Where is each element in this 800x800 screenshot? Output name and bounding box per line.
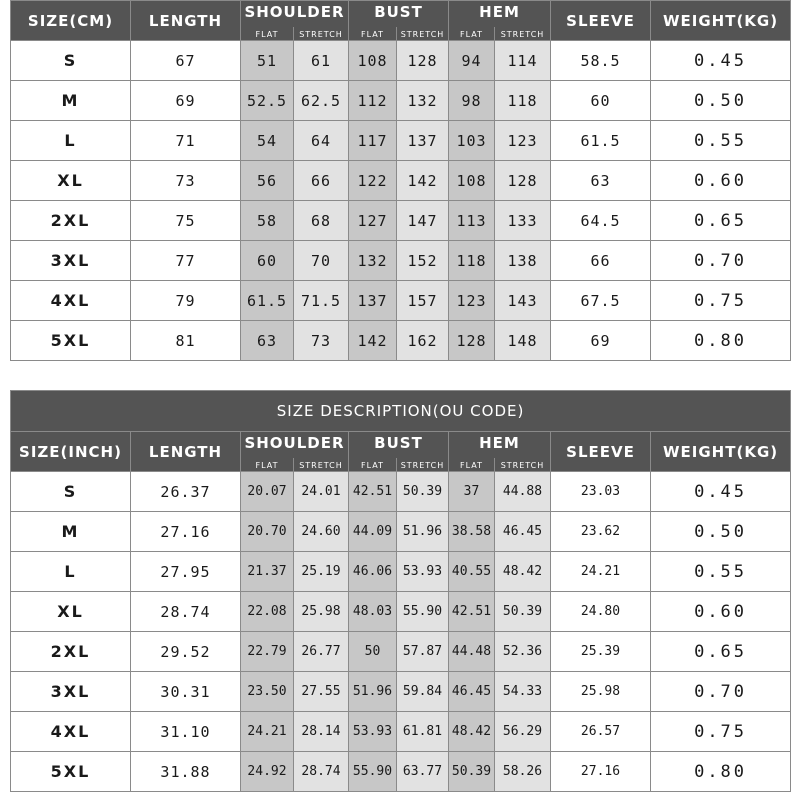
cell-length: 75 bbox=[131, 201, 241, 241]
cell-bust-flat: 117 bbox=[349, 121, 397, 161]
cell-hem-flat: 108 bbox=[449, 161, 495, 201]
header-sleeve: SLEEVE bbox=[551, 1, 651, 41]
cell-hem-stretch: 48.42 bbox=[495, 552, 551, 592]
cell-shoulder-flat: 20.07 bbox=[241, 472, 294, 512]
cell-shoulder-stretch: 66 bbox=[294, 161, 349, 201]
cell-hem-flat: 128 bbox=[449, 321, 495, 361]
cell-hem-flat: 98 bbox=[449, 81, 495, 121]
cell-weight: 0.80 bbox=[651, 321, 791, 361]
cell-sleeve: 23.03 bbox=[551, 472, 651, 512]
table-body-cm bbox=[11, 41, 791, 361]
cell-bust-stretch: 162 bbox=[397, 321, 449, 361]
size-table-inch bbox=[10, 390, 791, 792]
cell-hem-stretch: 54.33 bbox=[495, 672, 551, 712]
cell-length: 31.10 bbox=[131, 712, 241, 752]
cell-bust-flat: 53.93 bbox=[349, 712, 397, 752]
cell-sleeve: 63 bbox=[551, 161, 651, 201]
table-row bbox=[11, 241, 791, 281]
table-row bbox=[11, 552, 791, 592]
cell-shoulder-flat: 60 bbox=[241, 241, 294, 281]
cell-size: XL bbox=[11, 592, 131, 632]
cell-size: 5XL bbox=[11, 752, 131, 792]
cell-bust-stretch: 63.77 bbox=[397, 752, 449, 792]
cell-shoulder-flat: 24.92 bbox=[241, 752, 294, 792]
cell-shoulder-flat: 23.50 bbox=[241, 672, 294, 712]
cell-length: 77 bbox=[131, 241, 241, 281]
cell-shoulder-flat: 63 bbox=[241, 321, 294, 361]
cell-hem-stretch: 123 bbox=[495, 121, 551, 161]
table-row bbox=[11, 161, 791, 201]
subheader-flat: FLAT bbox=[349, 458, 397, 472]
cell-size: XL bbox=[11, 161, 131, 201]
cell-shoulder-stretch: 27.55 bbox=[294, 672, 349, 712]
cell-sleeve: 66 bbox=[551, 241, 651, 281]
cell-weight: 0.45 bbox=[651, 472, 791, 512]
cell-shoulder-stretch: 61 bbox=[294, 41, 349, 81]
cell-bust-flat: 50 bbox=[349, 632, 397, 672]
header-weight: WEIGHT(KG) bbox=[651, 1, 791, 41]
cell-bust-stretch: 51.96 bbox=[397, 512, 449, 552]
cell-hem-flat: 123 bbox=[449, 281, 495, 321]
subheader-flat: FLAT bbox=[449, 458, 495, 472]
cell-sleeve: 25.39 bbox=[551, 632, 651, 672]
cell-bust-flat: 46.06 bbox=[349, 552, 397, 592]
cell-length: 67 bbox=[131, 41, 241, 81]
cell-sleeve: 60 bbox=[551, 81, 651, 121]
cell-bust-flat: 122 bbox=[349, 161, 397, 201]
header-weight: WEIGHT(KG) bbox=[651, 432, 791, 472]
cell-hem-flat: 46.45 bbox=[449, 672, 495, 712]
cell-shoulder-stretch: 64 bbox=[294, 121, 349, 161]
cell-bust-flat: 51.96 bbox=[349, 672, 397, 712]
subheader-stretch: STRETCH bbox=[397, 27, 449, 41]
cell-weight: 0.55 bbox=[651, 121, 791, 161]
cell-shoulder-stretch: 26.77 bbox=[294, 632, 349, 672]
cell-hem-stretch: 46.45 bbox=[495, 512, 551, 552]
table-row bbox=[11, 121, 791, 161]
cell-hem-stretch: 50.39 bbox=[495, 592, 551, 632]
cell-weight: 0.60 bbox=[651, 592, 791, 632]
cell-sleeve: 67.5 bbox=[551, 281, 651, 321]
cell-length: 29.52 bbox=[131, 632, 241, 672]
cell-shoulder-stretch: 68 bbox=[294, 201, 349, 241]
cell-shoulder-stretch: 71.5 bbox=[294, 281, 349, 321]
cell-sleeve: 23.62 bbox=[551, 512, 651, 552]
cell-hem-stretch: 52.36 bbox=[495, 632, 551, 672]
cell-hem-flat: 50.39 bbox=[449, 752, 495, 792]
header-sleeve: SLEEVE bbox=[551, 432, 651, 472]
cell-shoulder-stretch: 70 bbox=[294, 241, 349, 281]
subheader-flat: FLAT bbox=[349, 27, 397, 41]
cell-shoulder-stretch: 25.98 bbox=[294, 592, 349, 632]
header-size: SIZE(INCH) bbox=[11, 432, 131, 472]
header-size: SIZE(CM) bbox=[11, 1, 131, 41]
cell-size: 3XL bbox=[11, 672, 131, 712]
cell-sleeve: 58.5 bbox=[551, 41, 651, 81]
cell-bust-stretch: 57.87 bbox=[397, 632, 449, 672]
cell-size: 5XL bbox=[11, 321, 131, 361]
cell-shoulder-flat: 58 bbox=[241, 201, 294, 241]
cell-hem-stretch: 148 bbox=[495, 321, 551, 361]
cell-shoulder-flat: 56 bbox=[241, 161, 294, 201]
cell-hem-flat: 38.58 bbox=[449, 512, 495, 552]
table-row bbox=[11, 592, 791, 632]
cell-bust-stretch: 55.90 bbox=[397, 592, 449, 632]
cell-hem-stretch: 58.26 bbox=[495, 752, 551, 792]
cell-shoulder-flat: 52.5 bbox=[241, 81, 294, 121]
cell-bust-flat: 127 bbox=[349, 201, 397, 241]
cell-bust-flat: 137 bbox=[349, 281, 397, 321]
cell-shoulder-stretch: 28.14 bbox=[294, 712, 349, 752]
cell-bust-flat: 142 bbox=[349, 321, 397, 361]
cell-size: S bbox=[11, 41, 131, 81]
cell-bust-stretch: 142 bbox=[397, 161, 449, 201]
cell-bust-stretch: 50.39 bbox=[397, 472, 449, 512]
cell-sleeve: 27.16 bbox=[551, 752, 651, 792]
cell-shoulder-flat: 21.37 bbox=[241, 552, 294, 592]
table-row bbox=[11, 472, 791, 512]
cell-size: L bbox=[11, 552, 131, 592]
cell-weight: 0.55 bbox=[651, 552, 791, 592]
cell-hem-flat: 40.55 bbox=[449, 552, 495, 592]
cell-bust-stretch: 147 bbox=[397, 201, 449, 241]
cell-weight: 0.75 bbox=[651, 712, 791, 752]
cell-size: 4XL bbox=[11, 281, 131, 321]
cell-sleeve: 24.80 bbox=[551, 592, 651, 632]
cell-bust-stretch: 132 bbox=[397, 81, 449, 121]
cell-shoulder-flat: 61.5 bbox=[241, 281, 294, 321]
cell-hem-stretch: 114 bbox=[495, 41, 551, 81]
cell-bust-flat: 44.09 bbox=[349, 512, 397, 552]
cell-bust-stretch: 53.93 bbox=[397, 552, 449, 592]
cell-shoulder-stretch: 24.60 bbox=[294, 512, 349, 552]
cell-weight: 0.80 bbox=[651, 752, 791, 792]
cell-shoulder-flat: 51 bbox=[241, 41, 294, 81]
cell-shoulder-flat: 24.21 bbox=[241, 712, 294, 752]
subheader-stretch: STRETCH bbox=[397, 458, 449, 472]
cell-hem-flat: 94 bbox=[449, 41, 495, 81]
cell-sleeve: 24.21 bbox=[551, 552, 651, 592]
cell-size: S bbox=[11, 472, 131, 512]
cell-size: 4XL bbox=[11, 712, 131, 752]
cell-size: 2XL bbox=[11, 632, 131, 672]
header-bust: BUST bbox=[349, 1, 449, 27]
subheader-stretch: STRETCH bbox=[294, 27, 349, 41]
header-bust: BUST bbox=[349, 432, 449, 458]
cell-hem-flat: 37 bbox=[449, 472, 495, 512]
cell-length: 27.95 bbox=[131, 552, 241, 592]
cell-hem-flat: 42.51 bbox=[449, 592, 495, 632]
cell-length: 73 bbox=[131, 161, 241, 201]
cell-size: 3XL bbox=[11, 241, 131, 281]
cell-shoulder-flat: 22.79 bbox=[241, 632, 294, 672]
cell-hem-stretch: 143 bbox=[495, 281, 551, 321]
cell-sleeve: 64.5 bbox=[551, 201, 651, 241]
table-row bbox=[11, 41, 791, 81]
header-hem: HEM bbox=[449, 432, 551, 458]
cell-size: 2XL bbox=[11, 201, 131, 241]
cell-hem-flat: 103 bbox=[449, 121, 495, 161]
cell-hem-stretch: 44.88 bbox=[495, 472, 551, 512]
cell-hem-stretch: 118 bbox=[495, 81, 551, 121]
cell-bust-flat: 48.03 bbox=[349, 592, 397, 632]
subheader-flat: FLAT bbox=[241, 458, 294, 472]
cell-sleeve: 26.57 bbox=[551, 712, 651, 752]
table-body-inch bbox=[11, 472, 791, 792]
table-row bbox=[11, 712, 791, 752]
table-row bbox=[11, 512, 791, 552]
cell-weight: 0.75 bbox=[651, 281, 791, 321]
cell-sleeve: 25.98 bbox=[551, 672, 651, 712]
table-row bbox=[11, 672, 791, 712]
cell-length: 27.16 bbox=[131, 512, 241, 552]
cell-shoulder-stretch: 62.5 bbox=[294, 81, 349, 121]
cell-hem-flat: 118 bbox=[449, 241, 495, 281]
cell-weight: 0.65 bbox=[651, 632, 791, 672]
header-hem: HEM bbox=[449, 1, 551, 27]
subheader-stretch: STRETCH bbox=[495, 458, 551, 472]
table-row bbox=[11, 752, 791, 792]
header-length: LENGTH bbox=[131, 432, 241, 472]
cell-length: 28.74 bbox=[131, 592, 241, 632]
cell-bust-stretch: 59.84 bbox=[397, 672, 449, 712]
header-shoulder: SHOULDER bbox=[241, 1, 349, 27]
subheader-stretch: STRETCH bbox=[495, 27, 551, 41]
cell-shoulder-flat: 20.70 bbox=[241, 512, 294, 552]
cell-length: 30.31 bbox=[131, 672, 241, 712]
cell-bust-stretch: 152 bbox=[397, 241, 449, 281]
cell-sleeve: 69 bbox=[551, 321, 651, 361]
cell-length: 71 bbox=[131, 121, 241, 161]
subheader-flat: FLAT bbox=[449, 27, 495, 41]
cell-bust-flat: 55.90 bbox=[349, 752, 397, 792]
cell-size: M bbox=[11, 81, 131, 121]
cell-length: 79 bbox=[131, 281, 241, 321]
cell-hem-stretch: 133 bbox=[495, 201, 551, 241]
cell-sleeve: 61.5 bbox=[551, 121, 651, 161]
cell-length: 26.37 bbox=[131, 472, 241, 512]
cell-shoulder-stretch: 24.01 bbox=[294, 472, 349, 512]
cell-weight: 0.70 bbox=[651, 672, 791, 712]
cell-shoulder-flat: 54 bbox=[241, 121, 294, 161]
cell-bust-flat: 42.51 bbox=[349, 472, 397, 512]
table-row bbox=[11, 632, 791, 672]
cell-weight: 0.50 bbox=[651, 512, 791, 552]
cell-bust-stretch: 61.81 bbox=[397, 712, 449, 752]
table-row bbox=[11, 201, 791, 241]
cell-shoulder-flat: 22.08 bbox=[241, 592, 294, 632]
cell-hem-stretch: 56.29 bbox=[495, 712, 551, 752]
cell-length: 69 bbox=[131, 81, 241, 121]
cell-size: M bbox=[11, 512, 131, 552]
header-length: LENGTH bbox=[131, 1, 241, 41]
cell-shoulder-stretch: 25.19 bbox=[294, 552, 349, 592]
cell-bust-flat: 112 bbox=[349, 81, 397, 121]
cell-bust-flat: 108 bbox=[349, 41, 397, 81]
cell-bust-flat: 132 bbox=[349, 241, 397, 281]
header-shoulder: SHOULDER bbox=[241, 432, 349, 458]
cell-length: 31.88 bbox=[131, 752, 241, 792]
cell-hem-stretch: 128 bbox=[495, 161, 551, 201]
cell-weight: 0.65 bbox=[651, 201, 791, 241]
cell-hem-stretch: 138 bbox=[495, 241, 551, 281]
cell-shoulder-stretch: 28.74 bbox=[294, 752, 349, 792]
table-title: SIZE DESCRIPTION(OU CODE) bbox=[11, 391, 791, 432]
cell-weight: 0.70 bbox=[651, 241, 791, 281]
table-row bbox=[11, 281, 791, 321]
subheader-stretch: STRETCH bbox=[294, 458, 349, 472]
subheader-flat: FLAT bbox=[241, 27, 294, 41]
cell-bust-stretch: 128 bbox=[397, 41, 449, 81]
cell-length: 81 bbox=[131, 321, 241, 361]
cell-bust-stretch: 157 bbox=[397, 281, 449, 321]
size-table-cm bbox=[10, 0, 791, 361]
table-row bbox=[11, 321, 791, 361]
cell-weight: 0.45 bbox=[651, 41, 791, 81]
cell-weight: 0.50 bbox=[651, 81, 791, 121]
cell-bust-stretch: 137 bbox=[397, 121, 449, 161]
table-row bbox=[11, 81, 791, 121]
cell-hem-flat: 44.48 bbox=[449, 632, 495, 672]
cell-weight: 0.60 bbox=[651, 161, 791, 201]
cell-shoulder-stretch: 73 bbox=[294, 321, 349, 361]
cell-hem-flat: 48.42 bbox=[449, 712, 495, 752]
cell-size: L bbox=[11, 121, 131, 161]
cell-hem-flat: 113 bbox=[449, 201, 495, 241]
